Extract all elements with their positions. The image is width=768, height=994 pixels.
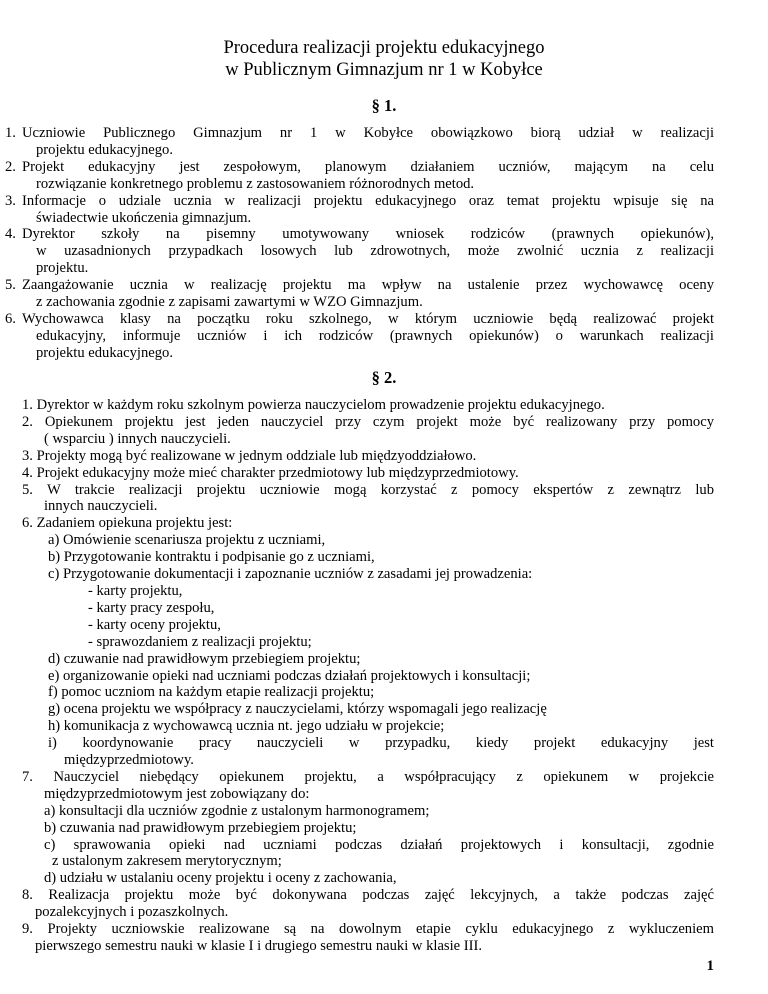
list-item: 5. Zaangażowanie ucznia w realizację projektu ma wpływ na ustalenie przez wychowawcę oceny z zachowania zgodnie z zapisami zawartymi w WZO Gimnazjum. (5, 277, 714, 311)
sub-item: e) organizowanie opieki nad uczniami podczas działań projektowych i konsultacji; (48, 667, 531, 684)
list-item: 6. Wychowawca klasy na początku roku szkolnego, w którym uczniowie będą realizować projekt edukacyjny, informuje uczniów i ich rodziców (prawnych opiekunów) o warunkach realizacji projektu edukacyjnego. (5, 310, 714, 361)
list-item: 3. Projekty mogą być realizowane w jednym oddziale lub międzyoddziałowo. (22, 447, 477, 464)
section-2-heading: § 2. (371, 368, 397, 387)
sub-item: a) Omówienie scenariusza projektu z uczniami, (48, 532, 326, 549)
list-item: 9. Projekty uczniowskie realizowane są na dowolnym etapie cyklu edukacyjnego z wykluczeniem (22, 921, 714, 938)
list-item: 1. Uczniowie Publicznego Gimnazjum nr 1 w Kobyłce obowiązkowo biorą udział w realizacji projektu edukacyjnego. (5, 125, 714, 158)
sub-item: d) udziału w ustalaniu oceny projektu i oceny z zachowania, (44, 870, 397, 887)
sub-item: i) koordynowanie pracy nauczycieli w przypadku, kiedy projekt edukacyjny jest (48, 735, 714, 752)
sub-item: b) Przygotowanie kontraktu i podpisanie go z uczniami, (48, 549, 375, 566)
sub-item: h) komunikacja z wychowawcą ucznia nt. jego udziału w projekcie; (48, 718, 445, 735)
sub-item: b) czuwania nad prawidłowym przebiegiem projektu; (44, 819, 357, 836)
list-item: 2. Projekt edukacyjny jest zespołowym, planowym działaniem uczniów, mającym na celu rozwiązanie konkretnego problemu z zastosowaniem różnorodnych metod. (5, 158, 714, 192)
document-title (0, 37, 768, 81)
list-item: 4. Dyrektor szkoły na pisemny umotywowany wniosek rodziców (prawnych opiekunów), w uzasadnionych przypadkach losowych lub zdrowotnych, może zwolnić ucznia z realizacji projektu. (5, 226, 714, 277)
list-item: 3. Informacje o udziale ucznia w realizacji projektu edukacyjnego oraz temat projektu wpisuje się na świadectwie ukończenia gimnazjum. (5, 192, 714, 226)
list-item: 6. Zadaniem opiekuna projektu jest: (22, 515, 233, 532)
section-1-heading: § 1. (371, 96, 397, 115)
list-item: 5. W trakcie realizacji projektu uczniowie mogą korzystać z pomocy ekspertów z zewnątrz lub (22, 481, 714, 498)
list-item: 8. Realizacja projektu może być dokonywana podczas zajęć lekcyjnych, a także podczas zajęć (22, 887, 714, 904)
sub-item: d) czuwanie nad prawidłowym przebiegiem projektu; (48, 650, 361, 667)
sub-item: f) pomoc uczniom na każdym etapie realizacji projektu; (48, 684, 375, 701)
list-item: 7. Nauczyciel niebędący opiekunem projektu, a współpracujący z opiekunem w projekcie (22, 768, 714, 785)
sub-item: a) konsultacji dla uczniów zgodnie z ustalonym harmonogramem; (44, 802, 430, 819)
title-line-2: w Publicznym Gimnazjum nr 1 w Kobyłce (225, 60, 543, 80)
title-line-1: Procedura realizacji projektu edukacyjnego (223, 38, 545, 58)
dash-item: - karty pracy zespołu, (88, 599, 215, 616)
section-1-list (0, 125, 768, 362)
dash-item: - karty projektu, (88, 582, 183, 599)
list-item: 1. Dyrektor w każdym roku szkolnym powierza nauczycielom prowadzenie projektu edukacyjnego. (22, 397, 605, 413)
sub-item: c) sprawowania opieki nad uczniami podczas działań projektowych i konsultacji, zgodnie (44, 836, 714, 853)
dash-item: - sprawozdaniem z realizacji projektu; (88, 633, 312, 650)
page-number: 1 (706, 958, 714, 974)
list-item: 2. Opiekunem projektu jest jeden nauczyciel przy czym projekt może być realizowany przy pomocy (22, 413, 714, 430)
sub-item: c) Przygotowanie dokumentacji i zapoznanie uczniów z zasadami jej prowadzenia: (48, 566, 533, 583)
section-2-list: 1. Dyrektor w każdym roku szkolnym powierza nauczycielom prowadzenie projektu edukacyjnego. 2. Opiekunem projektu jest jeden nauczyciel przy czym projekt może być realizowany przy pomocy ( wsparciu ) innych nauczycieli. 3. Projekty mogą być realizowane w jednym oddziale lub międzyoddziałowo. 4. Projekt edukacyjny może mieć charakter przedmiotowy lub międzyprzedmiotowy. 5. W trakcie realizacji projektu uczniowie mogą korzystać z pomocy ekspertów z zewnątrz lub innych nauczycieli. 6. Zadaniem opiekuna projektu jest: a) Omówienie scenariusza projektu z uczniami, b) Przygotowanie kontraktu i podpisanie go z uczniami, c) Przygotowanie dokumentacji i zapoznanie uczniów z zasadami jej prowadzenia: - karty projektu, - karty pracy zespołu, - karty oceny projektu, - sprawozdaniem z realizacji projektu; d) czuwanie nad prawidłowym przebiegiem projektu; e) organizowanie opieki nad uczniami podczas działań projektowych i konsultacji; f) pomoc uczniom na każdym etapie realizacji projektu; g) ocena projektu we współpracy z nauczycielami, którzy wspomagali jego realizację h) komunikacja z wychowawcą ucznia nt. jego udziału w projekcie; i) koordynowanie pracy nauczycieli w przypadku, kiedy projekt edukacyjny jest międzyprzedmiotowy. 7. Nauczyciel niebędący opiekunem projektu, a współpracujący z opiekunem w projekcie międzyprzedmiotowym jest zobowiązany do: a) konsultacji dla uczniów zgodnie z ustalonym harmonogramem; b) czuwania nad prawidłowym przebiegiem projektu; c) sprawowania opieki nad uczniami podczas działań projektowych i konsultacji, zgodnie z ustalonym zakresem merytorycznym; d) udziału w ustalaniu oceny projektu i oceny z zachowania, 8. Realizacja projektu może być dokonywana podczas zajęć lekcyjnych, a także podczas zajęć pozalekcyjnych i pozaszkolnych. 9. Projekty uczniowskie realizowane są na dowolnym etapie cyklu edukacyjnego z wykluczeniem pierwszego semestru nauki w klasie I i drugiego semestru nauki w klasie III. (22, 397, 714, 954)
dash-item: - karty oceny projektu, (88, 616, 221, 633)
sub-item: g) ocena projektu we współpracy z nauczycielami, którzy wspomagali jego realizację (48, 701, 547, 718)
list-item: 4. Projekt edukacyjny może mieć charakter przedmiotowy lub międzyprzedmiotowy. (22, 464, 519, 481)
